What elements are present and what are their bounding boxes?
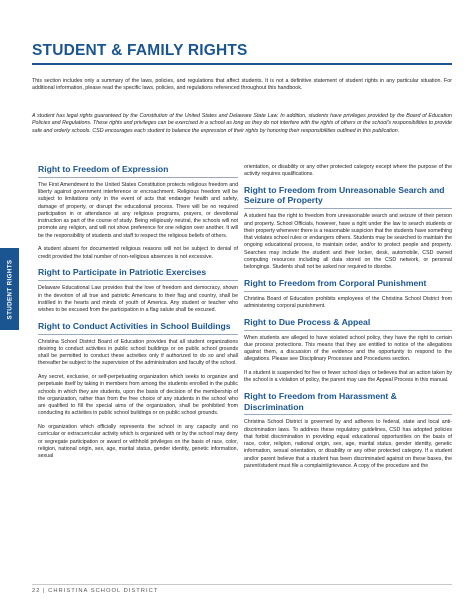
section-paragraph: The First Amendment to the United States Constitution protects religious freedom and liberty against government interference or encroachment. Religious freedom will be subject to limitations only in the event of acts that endanger health and safety, damage of property, or disrupt the educational process. There will be no required participation in or attendance at any religious programs, prayers, or devotional instruction as part of the course of study. Being religiously neutral, the schools will not promote any religion, and will not show preference for one religion over another. It will be the responsibility of students and staff to respect the religious beliefs of others. bbox=[38, 181, 238, 239]
side-tab-student-rights bbox=[0, 248, 19, 330]
section-paragraph: If a student is suspended for five or fewer school days or believes that an action taken by the school is a violation of policy, the parent may use the Appeal Process in this manual. bbox=[244, 370, 452, 384]
section-paragraph: No organization which officially represents the school in any capacity and no curricular or extracurricular activity which is organized with or by the school may deny or segregate participation or award or withhold privileges on the basis of race, color, religion, national origin, sex, age, marital status, gender identity, genetic information, sexual bbox=[38, 424, 238, 460]
left-column bbox=[38, 164, 238, 467]
section-paragraph: Christina Board of Education prohibits employees of the Christina School District from administering corporal punishment. bbox=[244, 295, 452, 309]
title-divider bbox=[32, 63, 452, 65]
section-heading: Right to Participate in Patriotic Exercises bbox=[38, 267, 238, 281]
section-paragraph: When students are alleged to have violated school policy, they have the right to certain due process protections. This means that they are entitled to notice of the allegations against them, a discussion of the evidence and the opportunity to respond to the allegations. Please see Disciplinary Processes and Procedures section. bbox=[244, 334, 452, 363]
section-search-and-seizure bbox=[244, 185, 452, 271]
intro-paragraph: This section includes only a summary of the laws, policies, and regulations that affect students. It is not a definitive statement of student rights in any particular situation. For additional information, please read the specific laws, policies, and regulations referenced throughout this handbook. bbox=[32, 78, 452, 92]
right-column bbox=[244, 164, 452, 477]
footer-divider bbox=[32, 584, 452, 585]
rights-note: A student has legal rights guaranteed by the Constitution of the United States and Delaware State Law. In addition, students have privileges provided by the Board of Education Policies and Regulations. These rights and privileges can be exercised in a school as long as they do not interfere with the rights of others or the school's responsibilities to provide safe and orderly schools. CSD encourages each student to balance the expression of their rights by honoring their responsibilities outlined in this publication. bbox=[32, 113, 452, 134]
section-heading: Right to Freedom from Harassment & Discrimination bbox=[244, 391, 452, 415]
section-paragraph: A student has the right to freedom from unreasonable search and seizure of their person and property. School Officials, however, have a right under the law to search students or their property whenever there is a reasonable suspicion that the students have something that violates school rules or endangers others. Students may be searched to maintain the ongoing educational process, to maintain order, and/or to protect people and property. Searches may include the student and their locker, desk, automobile, CSD owned computing resources including all data stored on the CSD network, or personal belongings. Students shall not be asked nor required to disrobe. bbox=[244, 213, 452, 271]
section-heading: Right to Freedom of Expression bbox=[38, 164, 238, 178]
section-harassment-discrimination bbox=[244, 391, 452, 470]
section-paragraph: Christina School District Board of Education provides that all student organizations desiring to conduct activities in public school buildings or on public school grounds shall be permitted to conduct these activities only if authorized to do so and shall thereafter be subject to the supervision of the administration and faculty of the school. bbox=[38, 338, 238, 367]
section-freedom-of-expression bbox=[38, 164, 238, 261]
section-heading: Right to Due Process & Appeal bbox=[244, 317, 452, 331]
section-patriotic-exercises bbox=[38, 267, 238, 314]
side-tab-label: STUDENT RIGHTS bbox=[6, 259, 14, 319]
section-paragraph: Any secret, exclusive, or self-perpetuating organization which seeks to organize and perpetuate itself by taking in members from among the students enrolled in the public schools in which they are students, upon the basis of decision of the membership of the organization, rather than from the free choice of any students in the school who are qualified to fill the special aims of the organization, shall be prohibited from conducting its activities in public school buildings or on public school grounds. bbox=[38, 374, 238, 417]
section-heading: Right to Freedom from Corporal Punishment bbox=[244, 278, 452, 292]
section-heading: Right to Conduct Activities in School Buildings bbox=[38, 321, 238, 335]
section-paragraph: Christina School District is governed by and adheres to federal, state and local anti-discrimination laws. To address these regulatory guidelines, CSD has adopted policies that forbid discrimination in providing equal educational opportunities on the basis of race, color, religion, national origin, sex, age, marital status, gender identity, genetic information, sexual orientation, or disability or any other protected category. If a student and/or parent believe that a student has been discriminated against on these bases, the parent/student must file a complaint/grievance. A copy of the procedure and the bbox=[244, 419, 452, 469]
page-footer: 22 | CHRISTINA SCHOOL DISTRICT bbox=[32, 588, 159, 594]
section-due-process bbox=[244, 317, 452, 385]
section-paragraph: A student absent for documented religious reasons will not be subject to denial of credit provided the total number of non-religious absences is not excessive. bbox=[38, 246, 238, 260]
page-title: STUDENT & FAMILY RIGHTS bbox=[32, 42, 248, 59]
continued-paragraph: orientation, or disability or any other protected category except where the purpose of the activity requires qualifications. bbox=[244, 164, 452, 178]
section-corporal-punishment bbox=[244, 278, 452, 310]
section-paragraph: Delaware Educational Law provides that the love of freedom and democracy, shown in the devotion of all true and patriotic Americans to their flag and country, shall be instilled in the hearts and minds of youth of America. Any student or teacher who wishes to be excused from the participation in a flag salute shall be excused. bbox=[38, 285, 238, 314]
section-heading: Right to Freedom from Unreasonable Search and Seizure of Property bbox=[244, 185, 452, 209]
section-conduct-activities bbox=[38, 321, 238, 461]
